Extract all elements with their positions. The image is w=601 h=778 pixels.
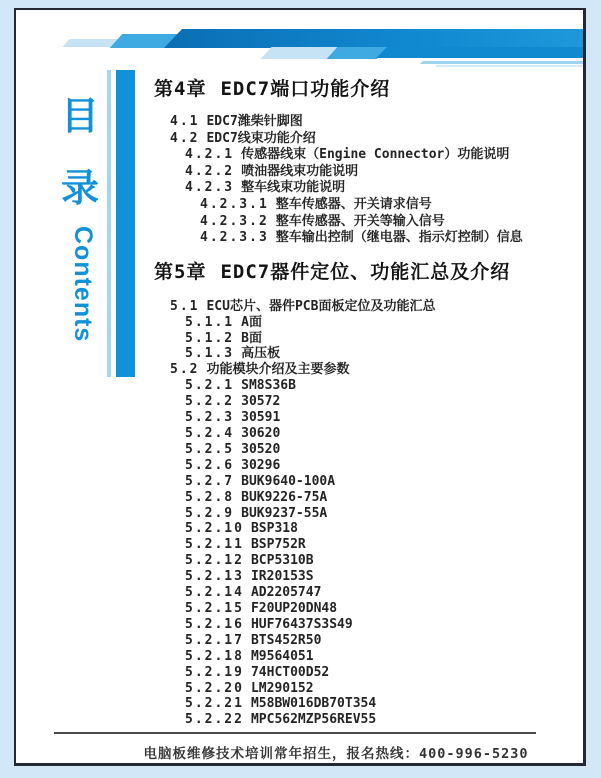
toc-entry [16, 681, 583, 697]
toc-entry-number: 5.2.8 [185, 489, 235, 505]
toc-entry-number: 4.2.3 [185, 180, 235, 196]
toc-entry [16, 410, 583, 426]
toc-entry-title: 30620 [241, 426, 281, 441]
toc-entry-number: 5.2.21 [185, 696, 244, 712]
toc-entry-title: BUK9226-75A [241, 489, 328, 505]
toc-entry-number: 5.2.22 [185, 712, 244, 728]
toc-chapter [16, 259, 583, 728]
toc-entry [16, 378, 583, 394]
toc-entry [16, 214, 583, 231]
toc-entry-number: 5.1 [170, 298, 200, 314]
chapter-number: 第4章 [154, 78, 207, 100]
toc-entry-number: 4.2.3.3 [200, 230, 269, 246]
toc-entry [16, 474, 583, 490]
toc-entry-number: 5.1.1 [185, 314, 235, 330]
toc-entry [16, 394, 583, 410]
toc-entry-number: 5.1.3 [185, 346, 235, 362]
toc-entry [16, 147, 583, 164]
toc-entry-number: 5.2.14 [185, 585, 244, 601]
chapter-heading [16, 76, 583, 102]
toc-entry-number: 5.2.16 [185, 616, 244, 632]
toc-entry [16, 299, 583, 315]
toc-entry [16, 521, 583, 537]
footer-text: 电脑板维修技术培训常年招生，报名热线：400-996-5230 [143, 746, 529, 762]
toc-entry-title: B面 [241, 330, 262, 346]
toc-entry-title: IR20153S [250, 569, 314, 585]
toc-entry-title: 高压板 [241, 346, 281, 362]
toc-entry [16, 180, 583, 197]
toc-entry-title: EDC7线束功能介绍 [206, 130, 316, 146]
chapter-title: EDC7器件定位、功能汇总及介绍 [220, 260, 511, 283]
toc-entry [16, 442, 583, 458]
toc-entry [16, 712, 583, 728]
toc-entry [16, 553, 583, 569]
toc-entry [16, 617, 583, 633]
chapter-entries [16, 114, 583, 247]
toc-entry-title: 整车输出控制（继电器、指示灯控制）信息 [275, 230, 523, 246]
toc-entry-title: 喷油器线束功能说明 [241, 163, 359, 179]
toc-entry [16, 331, 583, 347]
toc-entry [16, 633, 583, 649]
toc-entry-title: 整车传感器、开关等输入信号 [275, 213, 445, 229]
toc-entry [16, 506, 583, 522]
toc-entry-title: M9564051 [250, 648, 314, 664]
toc-entry-title: M58BW016DB70T354 [250, 696, 377, 712]
toc-entry [16, 346, 583, 362]
toc-entry-title: 整车线束功能说明 [241, 180, 346, 196]
toc-entry [16, 601, 583, 617]
chapter-entries [16, 299, 583, 728]
toc-entry-title: BSP752R [250, 537, 306, 553]
toc-entry-number: 5.2.15 [185, 600, 244, 616]
toc-entry [16, 197, 583, 214]
toc-entry [16, 164, 583, 181]
toc-entry [16, 665, 583, 681]
toc-entry-number: 4.2.1 [185, 147, 235, 163]
toc-entry-title: 传感器线束（Engine Connector）功能说明 [241, 147, 510, 163]
toc-entry-number: 5.1.2 [185, 330, 235, 346]
toc-entry [16, 490, 583, 506]
toc-entry-title: BUK9237-55A [241, 505, 328, 521]
toc-entry-title: 功能模块介绍及主要参数 [206, 362, 350, 378]
toc-entry-title: BSP318 [250, 521, 298, 537]
toc-entry-title: LM290152 [250, 680, 314, 696]
toc-entry [16, 696, 583, 712]
toc-entry-title: A面 [241, 314, 262, 330]
toc-entry-title: MPC562MZP56REV55 [250, 712, 377, 728]
toc-entry [16, 362, 583, 378]
toc-entry-number: 5.2.20 [185, 680, 244, 696]
toc-entry-title: SM8S36B [241, 378, 296, 394]
toc-entry-number: 5.2.9 [185, 505, 235, 521]
chapter-heading [16, 259, 583, 285]
toc-entry-number: 5.2.1 [185, 378, 235, 394]
sidebar-subtitle-contents: Contents [69, 226, 97, 343]
toc-entry-number: 5.2.17 [185, 632, 244, 648]
toc-entry-number: 5.2.12 [185, 553, 244, 569]
toc-entry-title: F20UP20DN48 [250, 600, 338, 616]
toc-entry [16, 426, 583, 442]
toc-entry [16, 537, 583, 553]
toc-entry-title: BUK9640-100A [241, 473, 336, 489]
toc-entry-number: 5.2.2 [185, 394, 235, 410]
toc-entry [16, 569, 583, 585]
toc-entry-title: EDC7潍柴针脚图 [206, 114, 303, 129]
toc-entry [16, 315, 583, 331]
toc-entry-number: 4.2 [170, 130, 200, 146]
toc-entry-title: 30520 [241, 441, 281, 457]
chapter-title: EDC7端口功能介绍 [220, 78, 391, 100]
toc-entry-number: 5.2.19 [185, 664, 244, 680]
toc-entry-number: 5.2.11 [185, 537, 244, 553]
toc-entry [16, 585, 583, 601]
toc-chapter [16, 76, 583, 247]
toc-entry-title: BCP5310B [250, 553, 314, 569]
toc-entry-number: 5.2.7 [185, 473, 235, 489]
toc-entry-number: 4.2.2 [185, 163, 235, 179]
toc-entry-title: 整车传感器、开关请求信号 [275, 196, 432, 212]
toc-entry [16, 131, 583, 148]
document-page [14, 8, 586, 766]
toc-entry-number: 5.2.13 [185, 569, 244, 585]
toc-entry-title: 30591 [241, 410, 281, 426]
toc-entry [16, 230, 583, 247]
toc-entry [16, 458, 583, 474]
toc-entry-title: 30296 [241, 457, 281, 473]
toc-list [16, 10, 583, 728]
footer-divider [54, 732, 536, 734]
toc-entry-number: 4.2.3.1 [200, 196, 269, 212]
toc-entry [16, 649, 583, 665]
toc-entry-number: 4.2.3.2 [200, 213, 269, 229]
toc-entry-number: 5.2.5 [185, 441, 235, 457]
toc-entry-number: 5.2.3 [185, 410, 235, 426]
toc-entry-number: 4.1 [170, 114, 200, 129]
toc-entry-title: AD2205747 [250, 585, 322, 601]
toc-entry-number: 5.2.10 [185, 521, 244, 537]
toc-entry-title: BTS452R50 [250, 632, 322, 648]
toc-entry-number: 5.2.6 [185, 457, 235, 473]
toc-entry-title: ECU芯片、器件PCB面板定位及功能汇总 [206, 298, 436, 314]
toc-entry [16, 114, 583, 131]
toc-entry-number: 5.2 [170, 362, 200, 378]
toc-entry-title: HUF76437S3S49 [250, 616, 353, 632]
toc-entry-number: 5.2.4 [185, 426, 235, 441]
sidebar-title-char-1: 目 [61, 94, 100, 138]
sidebar-title-char-2: 录 [61, 166, 100, 210]
chapter-number: 第5章 [154, 260, 207, 283]
toc-entry-number: 5.2.18 [185, 648, 244, 664]
toc-entry-title: 74HCT00D52 [250, 664, 330, 680]
toc-entry-title: 30572 [241, 394, 281, 410]
